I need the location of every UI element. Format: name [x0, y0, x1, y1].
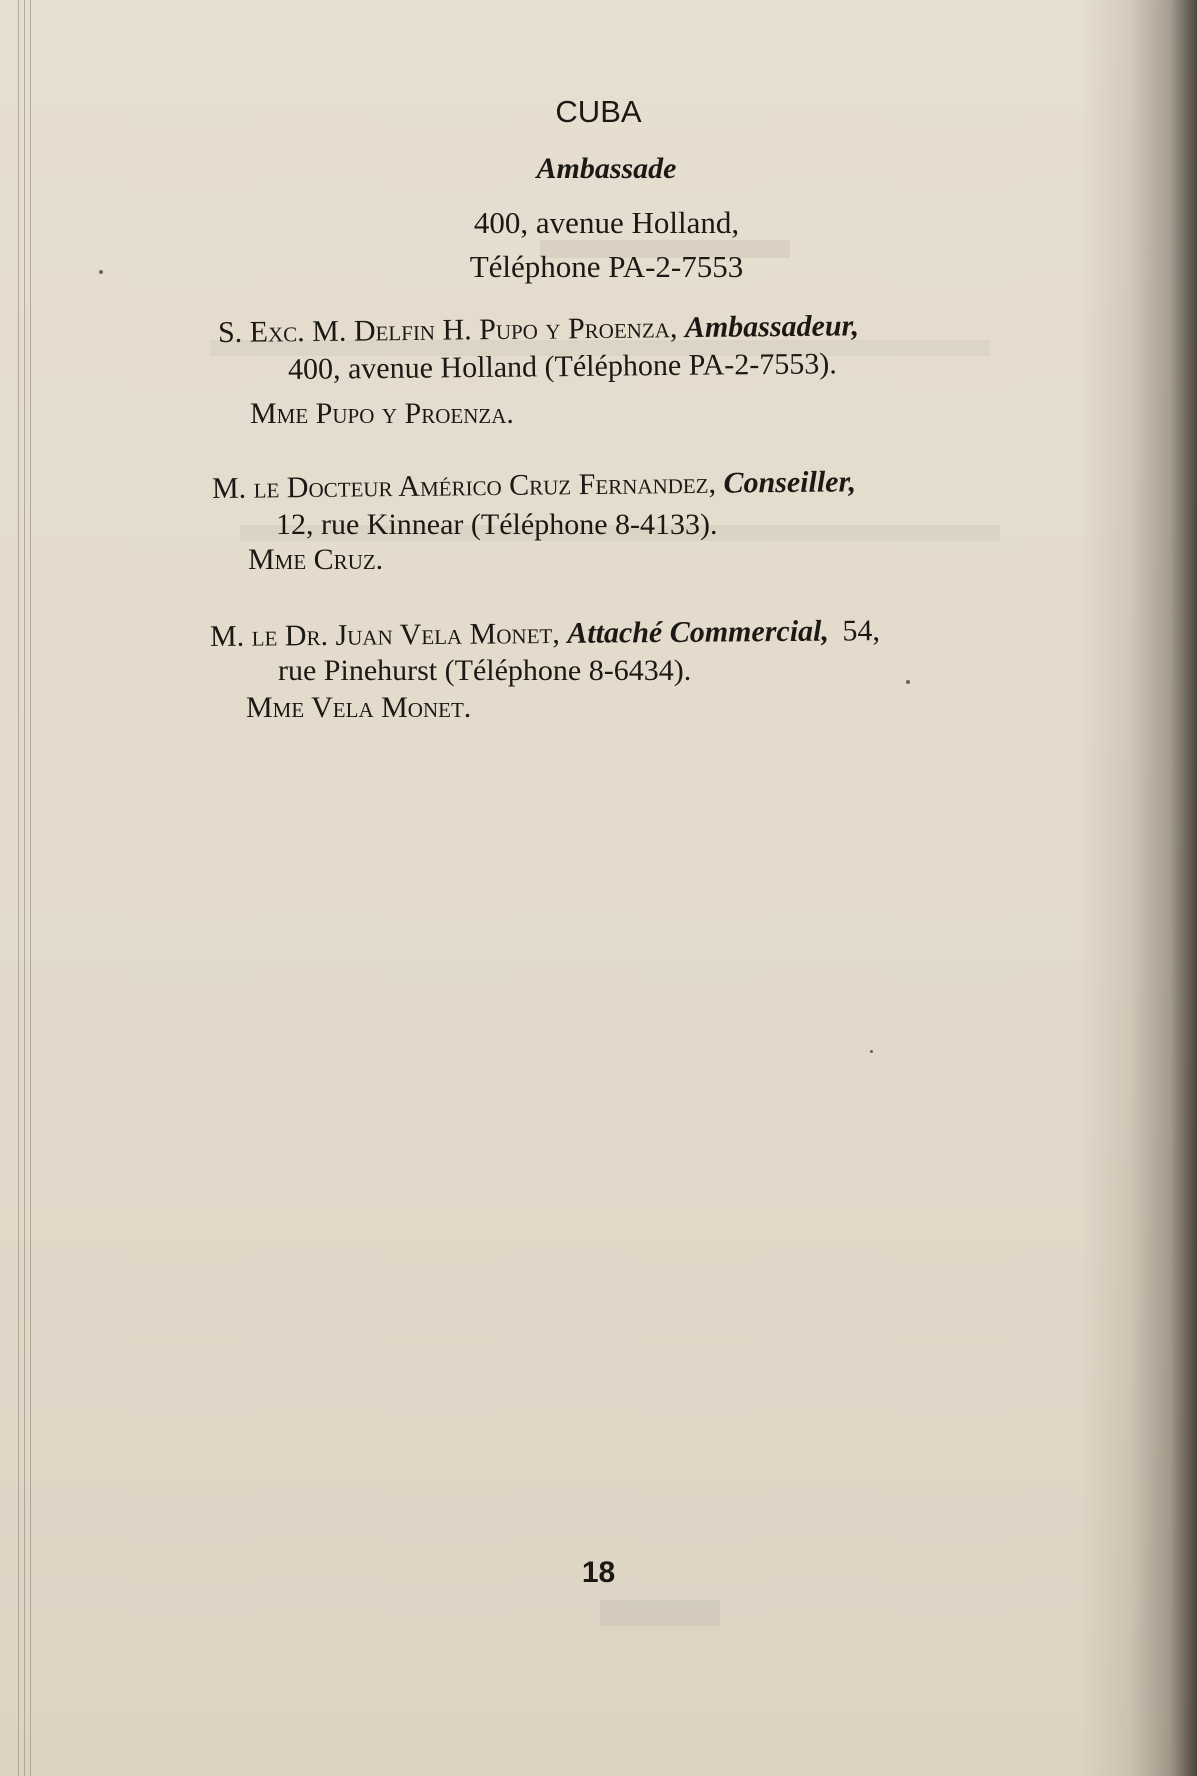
entry-spouse: Mme Vela Monet. — [246, 691, 472, 724]
paper-speck — [870, 1050, 873, 1053]
paper-speck — [906, 680, 910, 684]
entry-title: Attaché Commercial, — [567, 614, 830, 650]
country-heading: CUBA — [555, 94, 642, 129]
entry-title: Conseiller, — [723, 465, 857, 500]
entry-spouse: Mme Cruz. — [248, 543, 384, 576]
entry-spouse: Mme Pupo y Proenza. — [250, 397, 514, 430]
entry-name: M. le Dr. Juan Vela Monet, — [209, 616, 560, 653]
entry-title-suffix: 54, — [842, 614, 881, 648]
entry-address: 400, avenue Holland (Téléphone PA-2-7553). — [287, 347, 837, 386]
mission-phone: Téléphone PA-2-7553 — [469, 249, 744, 284]
entry-address: 12, rue Kinnear (Téléphone 8-4133). — [276, 508, 718, 541]
mission-type: Ambassade — [536, 152, 677, 185]
entry-address: rue Pinehurst (Téléphone 8-6434). — [278, 654, 692, 687]
entry-name: S. Exc. M. Delfin H. Pupo y Proenza, — [217, 311, 678, 349]
mission-address: 400, avenue Holland, — [473, 205, 740, 240]
entry-title: Ambassadeur, — [684, 309, 860, 345]
paper-speck — [99, 270, 103, 274]
page-number: 18 — [581, 1556, 616, 1589]
entry-name: M. le Docteur Américo Cruz Fernandez, — [211, 466, 717, 505]
